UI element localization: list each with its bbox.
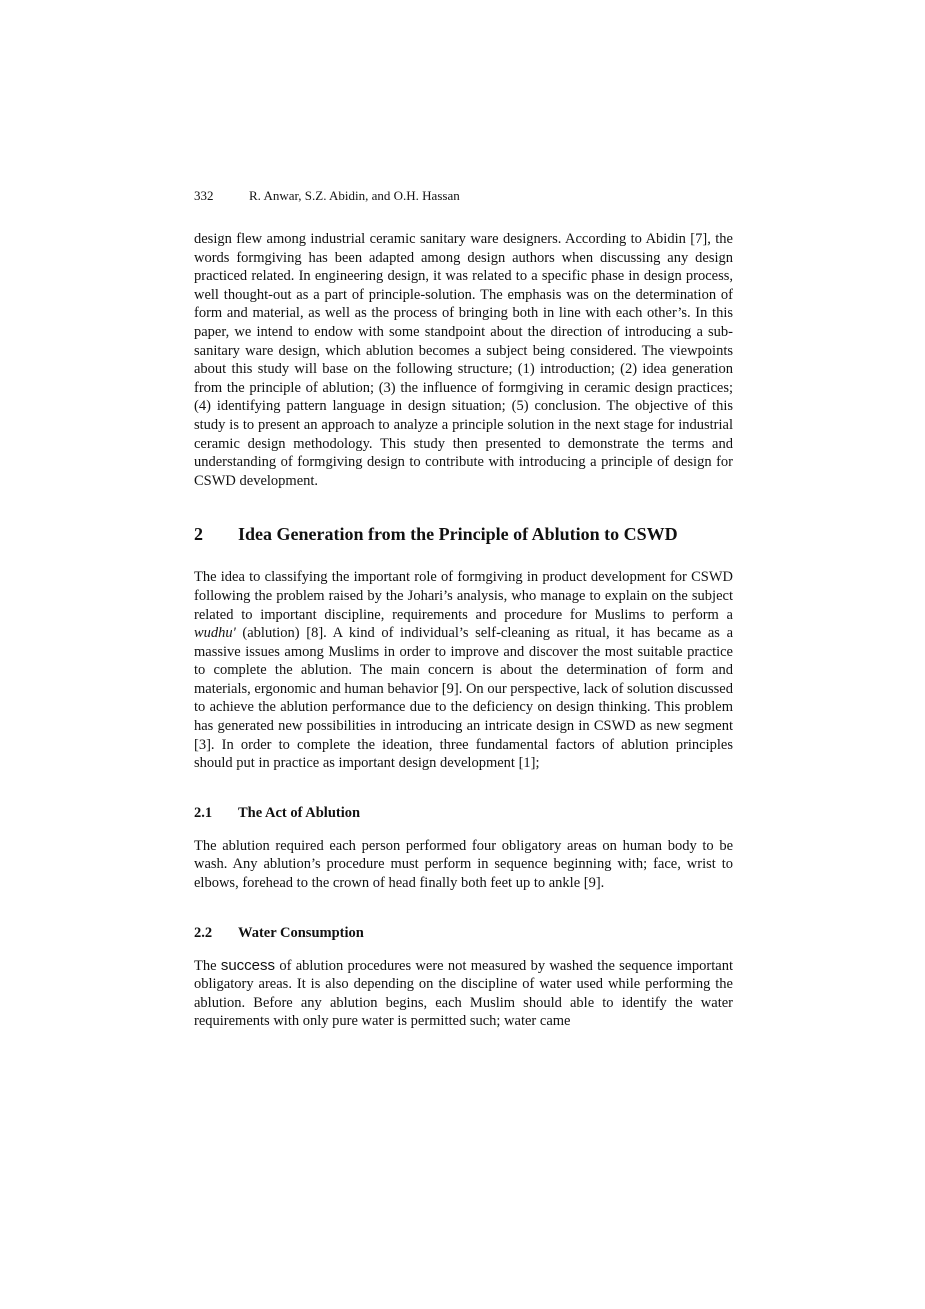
section-2-1-paragraph: The ablution required each person performed four obligatory areas on human body to be wash. Any ablution’s procedure must perform in sequence beginning with; face, wrist to elbows, forehead to the crown of head finally both feet up to ankle [9]. — [194, 837, 733, 892]
section-2-2-sans-word: success — [220, 956, 276, 974]
section-2-heading — [194, 522, 733, 546]
page-number: 332 — [194, 188, 214, 203]
section-2-2-heading — [194, 923, 733, 943]
section-2-2-paragraph — [194, 957, 733, 1031]
paper-page — [194, 186, 733, 1031]
section-2-paragraph — [194, 568, 733, 773]
section-2-2-text-start: The — [194, 957, 221, 974]
section-2-1-heading — [194, 803, 733, 823]
section-2-italic-term: wudhu' — [194, 625, 236, 642]
section-2-number: 2 — [194, 524, 203, 545]
section-2-text-part-1: The idea to classifying the important role of formgiving in product development for CSWD following the problem raised by the Johari’s analysis, who manage to explain on the subject related to important discipline, requirements and procedure for Muslims to perform a — [194, 569, 733, 623]
section-2-text-part-2: (ablution) [8]. A kind of individual’s self-cleaning as ritual, it has became as a massive issues among Muslims in order to improve and discover the most suitable practice to complete the ablution. The main concern is about the determination of form and materials, ergonomic and human behavior [9]. On our perspective, lack of solution discussed to achieve the ablution performance due to the deficiency on design thinking. This problem has generated new possibilities in introducing an intricate design in CSWD as new segment [3]. In order to complete the ideation, three fundamental factors of ablution principles should put in practice as important design development [1]; — [194, 625, 733, 772]
section-2-2-title: Water Consumption — [238, 924, 364, 941]
section-2-1-title: The Act of Ablution — [238, 804, 361, 821]
running-head — [194, 186, 733, 206]
section-2-2-number: 2.2 — [194, 924, 213, 941]
section-2-title: Idea Generation from the Principle of Ablution to CSWD — [238, 524, 678, 545]
section-2-1-number: 2.1 — [194, 804, 213, 821]
section-2-2-text-rest: of ablution procedures were not measured by washed the sequence important obligatory areas. It is also depending on the discipline of water used while performing the ablution. Before any ablution begins, each Muslim should able to identify the water requirements with only pure water is permitted such; water came — [194, 957, 733, 1030]
intro-continuation-paragraph: design flew among industrial ceramic sanitary ware designers. According to Abidin [7], the words formgiving has been adapted among design authors when discussing any design practiced related. In engineering design, it was related to a specific phase in design process, well thought-out as a part of principle-solution. The emphasis was on the determination of form and material, as well as the process of bringing both in line with each other’s. In this paper, we intend to endow with some standpoint about the direction of introducing a sub-sanitary ware design, which ablution becomes a subject being considered. The viewpoints about this study will base on the following structure; (1) introduction; (2) idea generation from the principle of ablution; (3) the influence of formgiving in ceramic design practices; (4) identifying pattern language in design situation; (5) conclusion. The objective of this study is to present an approach to analyze a principle solution in the next stage for industrial ceramic design methodology. This study then presented to demonstrate the terms and understanding of formgiving design to contribute with introducing a principle of design for CSWD development. — [194, 231, 733, 489]
author-list: R. Anwar, S.Z. Abidin, and O.H. Hassan — [249, 188, 460, 203]
